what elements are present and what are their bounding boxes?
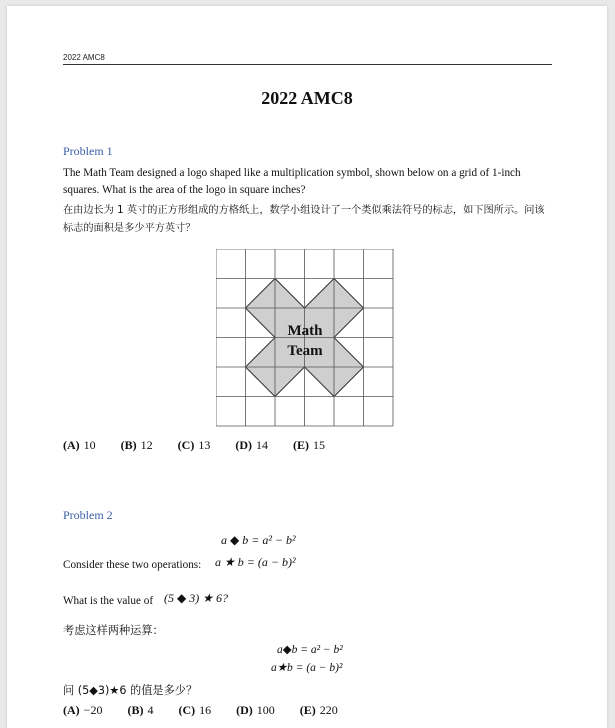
problem-2-choices <box>63 703 360 718</box>
problem-2-question-expr: (5 ◆ 3) ★ 6? <box>164 591 228 605</box>
document-page <box>7 6 607 728</box>
choice-c: (C) 13 <box>177 438 211 452</box>
problem-2-intro-cn: 考虑这样两种运算： <box>63 624 164 637</box>
choice-e: (E) 15 <box>293 438 326 452</box>
logo-text-team: Team <box>287 343 323 359</box>
choice-d: (D) 14 <box>235 438 269 452</box>
math-team-logo-figure <box>216 249 394 427</box>
cn-equation-diamond: a◆b = a² − b² <box>277 644 343 656</box>
problem-2-question-prefix: What is the value of <box>63 595 154 607</box>
running-head: 2022 AMC8 <box>63 53 105 62</box>
choice-b: (B) 4 <box>127 703 154 717</box>
choice-a: (A) −20 <box>63 703 103 717</box>
cn-equation-star: a★b = (a − b)² <box>271 662 343 674</box>
problem-2-question-cn: 问 (5◆3)★6 的值是多少？ <box>63 684 198 697</box>
document-title: 2022 AMC8 <box>261 88 353 108</box>
equation-diamond: a ◆ b = a² − b² <box>221 533 296 547</box>
choice-c: (C) 16 <box>178 703 212 717</box>
choice-e: (E) 220 <box>299 703 338 717</box>
problem-1-text-en: The Math Team designed a logo shaped like a multiplication symbol, shown below on a grid of 1-inch squares. What is the area of the logo in square inches? <box>63 167 521 196</box>
problem-2-heading: Problem 2 <box>63 508 113 522</box>
problem-2-intro-en: Consider these two operations: <box>63 559 202 571</box>
problem-1-heading: Problem 1 <box>63 144 113 158</box>
choice-d: (D) 100 <box>236 703 275 717</box>
problem-1-text-cn: 在由边长为 1 英寸的正方形组成的方格纸上，数学小组设计了一个类似乘法符号的标志，如下图所示。问该标志的面积是多少平方英寸？ <box>63 205 545 234</box>
problem-1-choices <box>63 438 347 453</box>
choice-a: (A) 10 <box>63 438 96 452</box>
header-rule <box>63 64 552 65</box>
logo-text-math: Math <box>287 323 323 339</box>
choice-b: (B) 12 <box>120 438 153 452</box>
equation-star: a ★ b = (a − b)² <box>215 555 296 569</box>
